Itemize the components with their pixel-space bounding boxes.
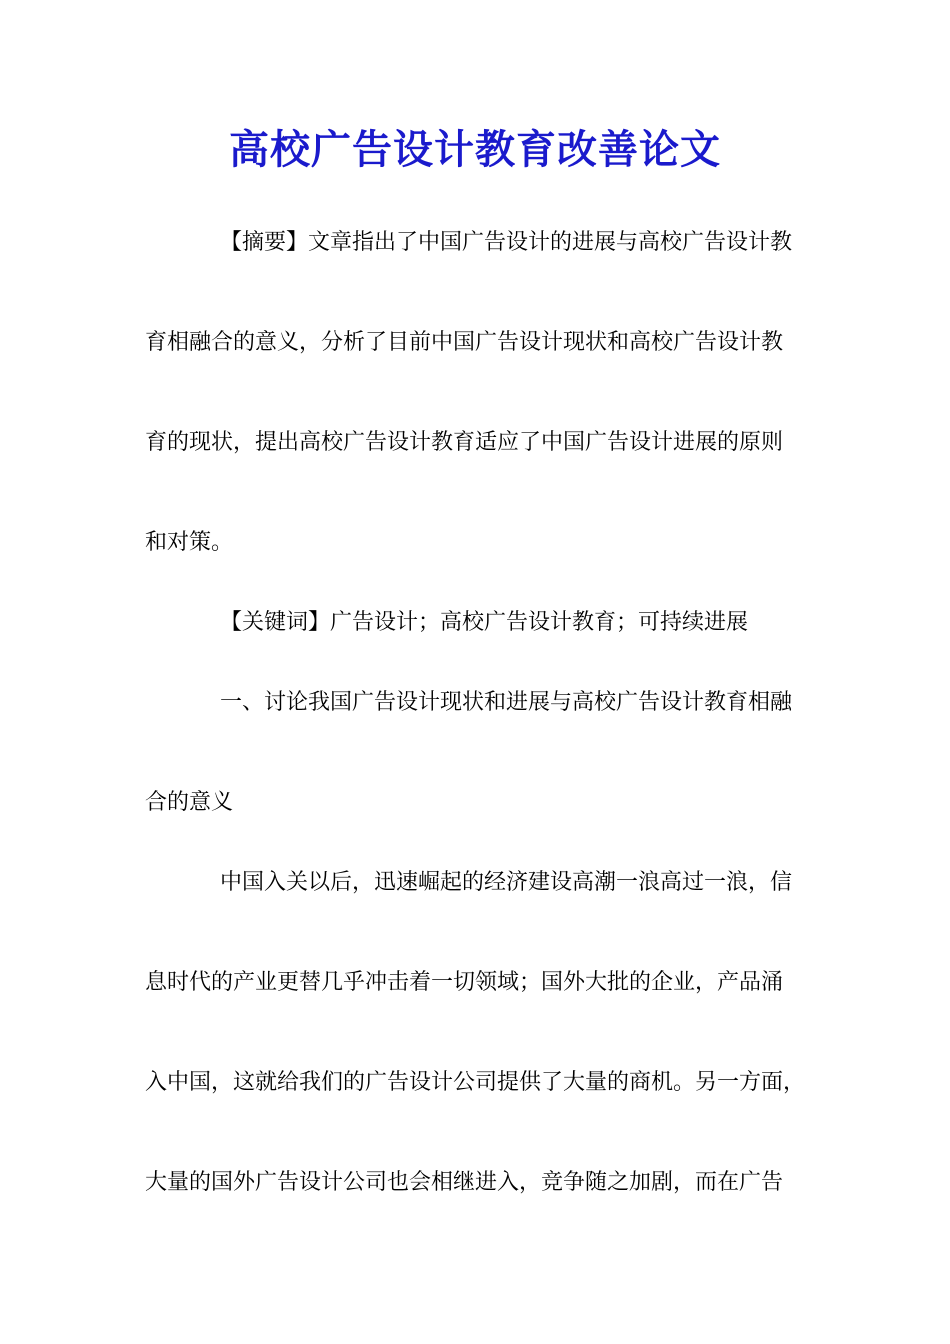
abstract-line-2: 育相融合的意义，分析了目前中国广告设计现状和高校广告设计教 [145,330,784,355]
body-line-2: 息时代的产业更替几乎冲击着一切领域；国外大批的企业，产品涌 [145,970,784,995]
abstract-line-1: 【摘要】文章指出了中国广告设计的进展与高校广告设计教 [220,230,793,255]
body-line-4: 大量的国外广告设计公司也会相继进入，竞争随之加剧，而在广告 [145,1170,784,1195]
section-heading-line-1: 一、讨论我国广告设计现状和进展与高校广告设计教育相融 [220,690,793,715]
abstract-line-3: 育的现状，提出高校广告设计教育适应了中国广告设计进展的原则 [145,430,784,455]
body-line-3: 入中国，这就给我们的广告设计公司提供了大量的商机。另一方面， [145,1070,806,1095]
keywords-line: 【关键词】广告设计；高校广告设计教育；可持续进展 [220,610,749,635]
abstract-line-4: 和对策。 [145,530,234,555]
document-title: 高校广告设计教育改善论文 [229,126,721,173]
body-line-1: 中国入关以后，迅速崛起的经济建设高潮一浪高过一浪，信 [220,870,793,895]
section-heading-line-2: 合的意义 [145,790,234,815]
